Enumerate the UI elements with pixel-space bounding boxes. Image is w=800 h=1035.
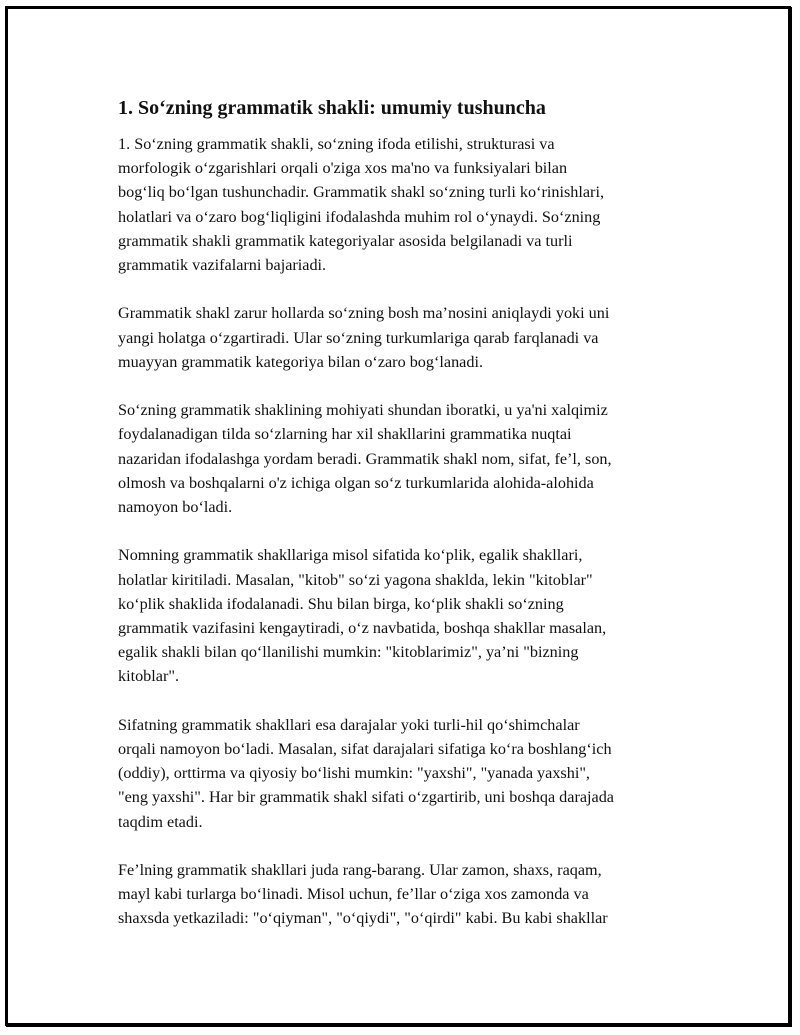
paragraph bbox=[118, 543, 688, 688]
text-line: taqdim etadi. bbox=[118, 812, 203, 831]
paragraph bbox=[118, 398, 688, 519]
paragraph bbox=[118, 858, 688, 931]
text-line: shaxsda yetkaziladi: "o‘qiyman", "o‘qiydi", "o‘qirdi" kabi. Bu kabi shakllar bbox=[118, 909, 608, 928]
text-line: holatlari va o‘zaro bog‘liqligini ifodalashda muhim rol o‘ynaydi. So‘zning bbox=[118, 207, 601, 226]
paragraph bbox=[118, 713, 688, 834]
text-line: foydalanadigan tilda so‘zlarning har xil shakllarini grammatika nuqtai bbox=[118, 425, 572, 444]
text-line: 1. So‘zning grammatik shakli, so‘zning ifoda etilishi, strukturasi va bbox=[118, 135, 555, 153]
text-line: orqali namoyon bo‘ladi. Masalan, sifat darajalari sifatiga ko‘ra boshlang‘ich bbox=[118, 740, 612, 759]
text-line: bog‘liq bo‘lgan tushunchadir. Grammatik shakl so‘zning turli ko‘rinishlari, bbox=[118, 183, 604, 202]
text-line: So‘zning grammatik shaklining mohiyati shundan iboratki, u ya'ni xalqimiz bbox=[118, 401, 608, 420]
text-line: grammatik vazifasini kengaytiradi, o‘z navbatida, boshqa shakllar masalan, bbox=[118, 619, 607, 638]
text-line: Fe’lning grammatik shakllari juda rang-barang. Ular zamon, shaxs, raqam, bbox=[118, 861, 602, 880]
text-line: olmosh va boshqalarni o'z ichiga olgan so‘z turkumlarida alohida-alohida bbox=[118, 473, 594, 492]
section-title: 1. So‘zning grammatik shakli: umumiy tushuncha bbox=[118, 97, 546, 119]
paragraph bbox=[118, 301, 688, 374]
document-body bbox=[118, 96, 688, 955]
text-line: muayyan grammatik kategoriya bilan o‘zaro bog‘lanadi. bbox=[118, 352, 483, 371]
text-line: Grammatik shakl zarur hollarda so‘zning bosh ma’nosini aniqlaydi yoki uni bbox=[118, 304, 610, 323]
text-line: morfologik o‘zgarishlari orqali o'ziga xos ma'no va funksiyalari bilan bbox=[118, 159, 568, 178]
text-line: nazaridan ifodalashga yordam beradi. Grammatik shakl nom, sifat, fe’l, son, bbox=[118, 449, 612, 468]
text-line: (oddiy), orttirma va qiyosiy bo‘lishi mumkin: "yaxshi", "yanada yaxshi", bbox=[118, 764, 590, 783]
text-line: grammatik vazifalarni bajariadi. bbox=[118, 256, 327, 275]
text-line: Nomning grammatik shakllariga misol sifatida ko‘plik, egalik shakllari, bbox=[118, 546, 583, 565]
text-line: ko‘plik shaklida ifodalanadi. Shu bilan birga, ko‘plik shakli so‘zning bbox=[118, 594, 564, 613]
text-line: "eng yaxshi". Har bir grammatik shakl sifati o‘zgartirib, uni boshqa darajada bbox=[118, 788, 614, 807]
paragraph bbox=[118, 132, 688, 277]
text-line: mayl kabi turlarga bo‘linadi. Misol uchun, fe’llar o‘ziga xos zamonda va bbox=[118, 885, 589, 904]
paragraph-container bbox=[118, 132, 688, 931]
text-line: egalik shakli bilan qo‘llanilishi mumkin: "kitoblarimiz", ya’ni "bizning bbox=[118, 643, 579, 662]
text-line: kitoblar". bbox=[118, 667, 180, 686]
text-line: grammatik shakli grammatik kategoriyalar asosida belgilanadi va turli bbox=[118, 231, 573, 250]
text-line: yangi holatga o‘zgartiradi. Ular so‘zning turkumlariga qarab farqlanadi va bbox=[118, 328, 599, 347]
text-line: namoyon bo‘ladi. bbox=[118, 498, 233, 517]
text-line: Sifatning grammatik shakllari esa darajalar yoki turli-hil qo‘shimchalar bbox=[118, 715, 580, 734]
text-line: holatlar kiritiladi. Masalan, "kitob" so‘zi yagona shaklda, lekin "kitoblar" bbox=[118, 570, 593, 589]
